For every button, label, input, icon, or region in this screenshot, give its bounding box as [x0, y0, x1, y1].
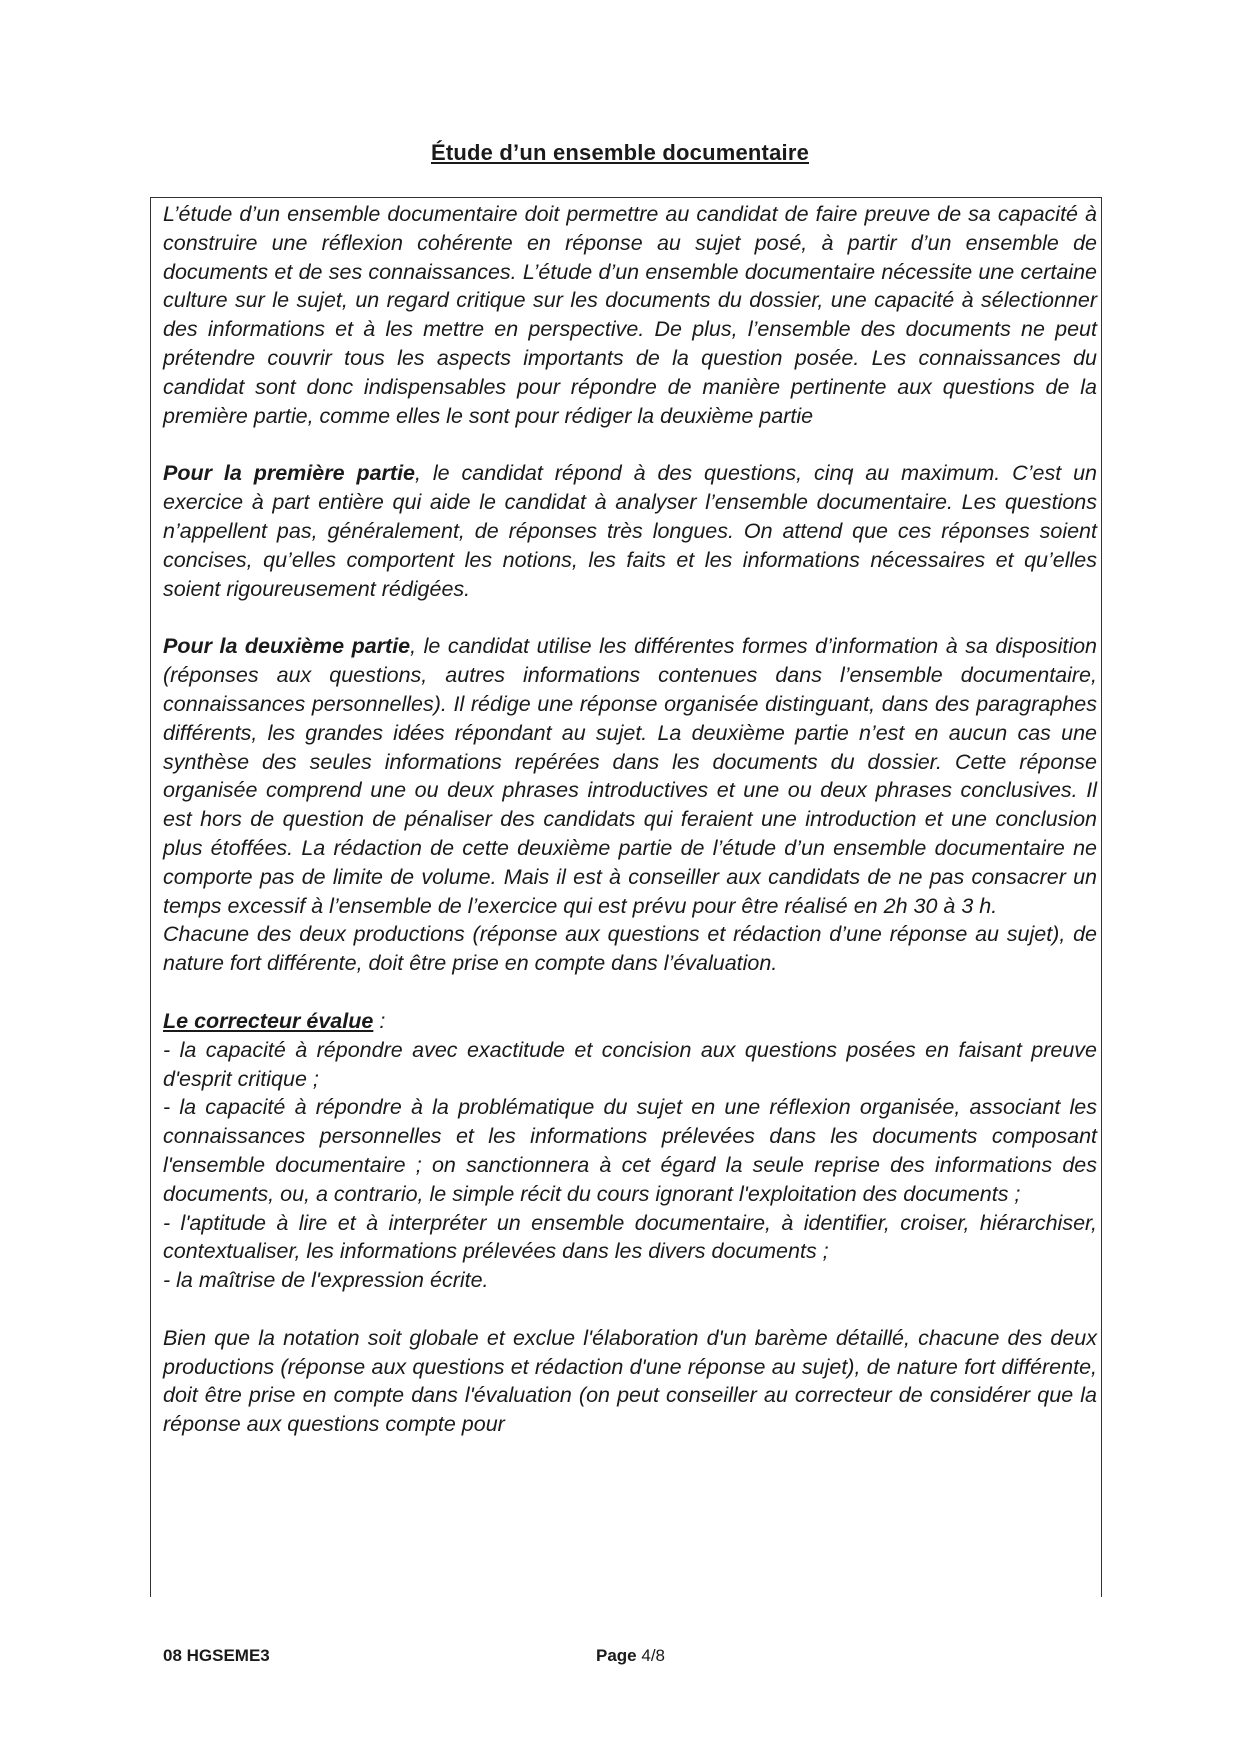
evaluation-item: - la capacité à répondre à la problématique du sujet en une réflexion organisée, associant les connaissances personnelles et les informations prélevées dans les documents composant l'ensemble documentaire ; on sanctionnera à cet égard la seule reprise des informations des documents, ou, a contrario, le simple récit du cours ignorant l'exploitation des documents ; [163, 1095, 1097, 1206]
page-label: Page [596, 1646, 637, 1665]
part1-text: , le candidat répond à des questions, cinq au maximum. C’est un exercice à part entière qui aide le candidat à analyser l’ensemble documentaire. Les questions n’appellent pas, généralement, de réponses très longues. On attend que ces réponses soient concises, qu’elles comportent les notions, les faits et les informations nécessaires et qu’elles soient rigoureusement rédigées. [163, 461, 1097, 601]
evaluation-lead: Le correcteur évalue [163, 1008, 374, 1033]
evaluation-item: - l'aptitude à lire et à interpréter un ensemble documentaire, à identifier, croiser, hiérarchiser, contextualiser, les informations prélevées dans les divers documents ; [163, 1210, 1097, 1264]
paragraph-gap [163, 1295, 1097, 1324]
evaluation-item: - la maîtrise de l'expression écrite. [163, 1268, 489, 1293]
part2-lead: Pour la deuxième partie [163, 634, 411, 659]
part2-paragraph [163, 632, 1097, 920]
evaluation-colon: : [373, 1008, 386, 1033]
intro-paragraph: L’étude d’un ensemble documentaire doit permettre au candidat de faire preuve de sa capacité à construire une réflexion cohérente en réponse au sujet posé, à partir d’un ensemble de documents et de ses connaissances. L’étude d’un ensemble documentaire nécessite une certaine culture sur le sujet, un regard critique sur les documents du dossier, une capacité à sélectionner des informations et à les mettre en perspective. De plus, l’ensemble des documents ne peut prétendre couvrir tous les aspects importants de la question posée. Les connaissances du candidat sont donc indispensables pour répondre de manière pertinente aux questions de la première partie, comme elles le sont pour rédiger la deuxième partie [163, 202, 1097, 428]
part2-text: , le candidat utilise les différentes formes d’information à sa disposition (réponses aux questions, autres informations contenues dans l’ensemble documentaire, connaissances personnelles). Il rédige une réponse organisée distinguant, dans des paragraphes différents, les grandes idées répondant au sujet. La deuxième partie n’est en aucun cas une synthèse des seules informations repérées dans les documents du dossier. Cette réponse organisée comprend une ou deux phrases introductives et une ou deux phrases conclusives. Il est hors de question de pénaliser des candidats qui feraient une introduction et une conclusion plus étoffées. La rédaction de cette deuxième partie de l’étude d’un ensemble documentaire ne comporte pas de limite de volume. Mais il est à conseiller aux candidats de ne pas consacrer un temps excessif à l’ensemble de l’exercice qui est prévu pour être réalisé en 2h 30 à 3 h. [163, 634, 1098, 918]
part1-lead: Pour la première partie [163, 461, 416, 486]
notation-paragraph: Bien que la notation soit globale et exclue l'élaboration d'un barème détaillé, chacune des deux productions (réponse aux questions et rédaction d'une réponse au sujet), de nature fort différente, doit être prise en compte dans l'évaluation (on peut conseiller au correcteur de considérer que la réponse aux questions compte pour [163, 1325, 1097, 1437]
paragraph-gap [163, 430, 1097, 459]
page-number-value: 4/8 [636, 1646, 665, 1665]
part1-paragraph [163, 459, 1097, 603]
document-title: Étude d’un ensemble documentaire [430, 140, 810, 165]
part2-paragraph-continued: Chacune des deux productions (réponse aux questions et rédaction d’une réponse au sujet), de nature fort différente, doit être prise en compte dans l’évaluation. [163, 922, 1097, 976]
paragraph-gap [163, 603, 1097, 632]
content-body [163, 200, 1097, 1439]
page-number [596, 1646, 665, 1666]
evaluation-item: - la capacité à répondre avec exactitude et concision aux questions posées en faisant preuve d'esprit critique ; [163, 1037, 1097, 1091]
document-code: 08 HGSEME3 [163, 1646, 270, 1665]
evaluation-heading [163, 1007, 1097, 1036]
paragraph-gap [163, 978, 1097, 1007]
